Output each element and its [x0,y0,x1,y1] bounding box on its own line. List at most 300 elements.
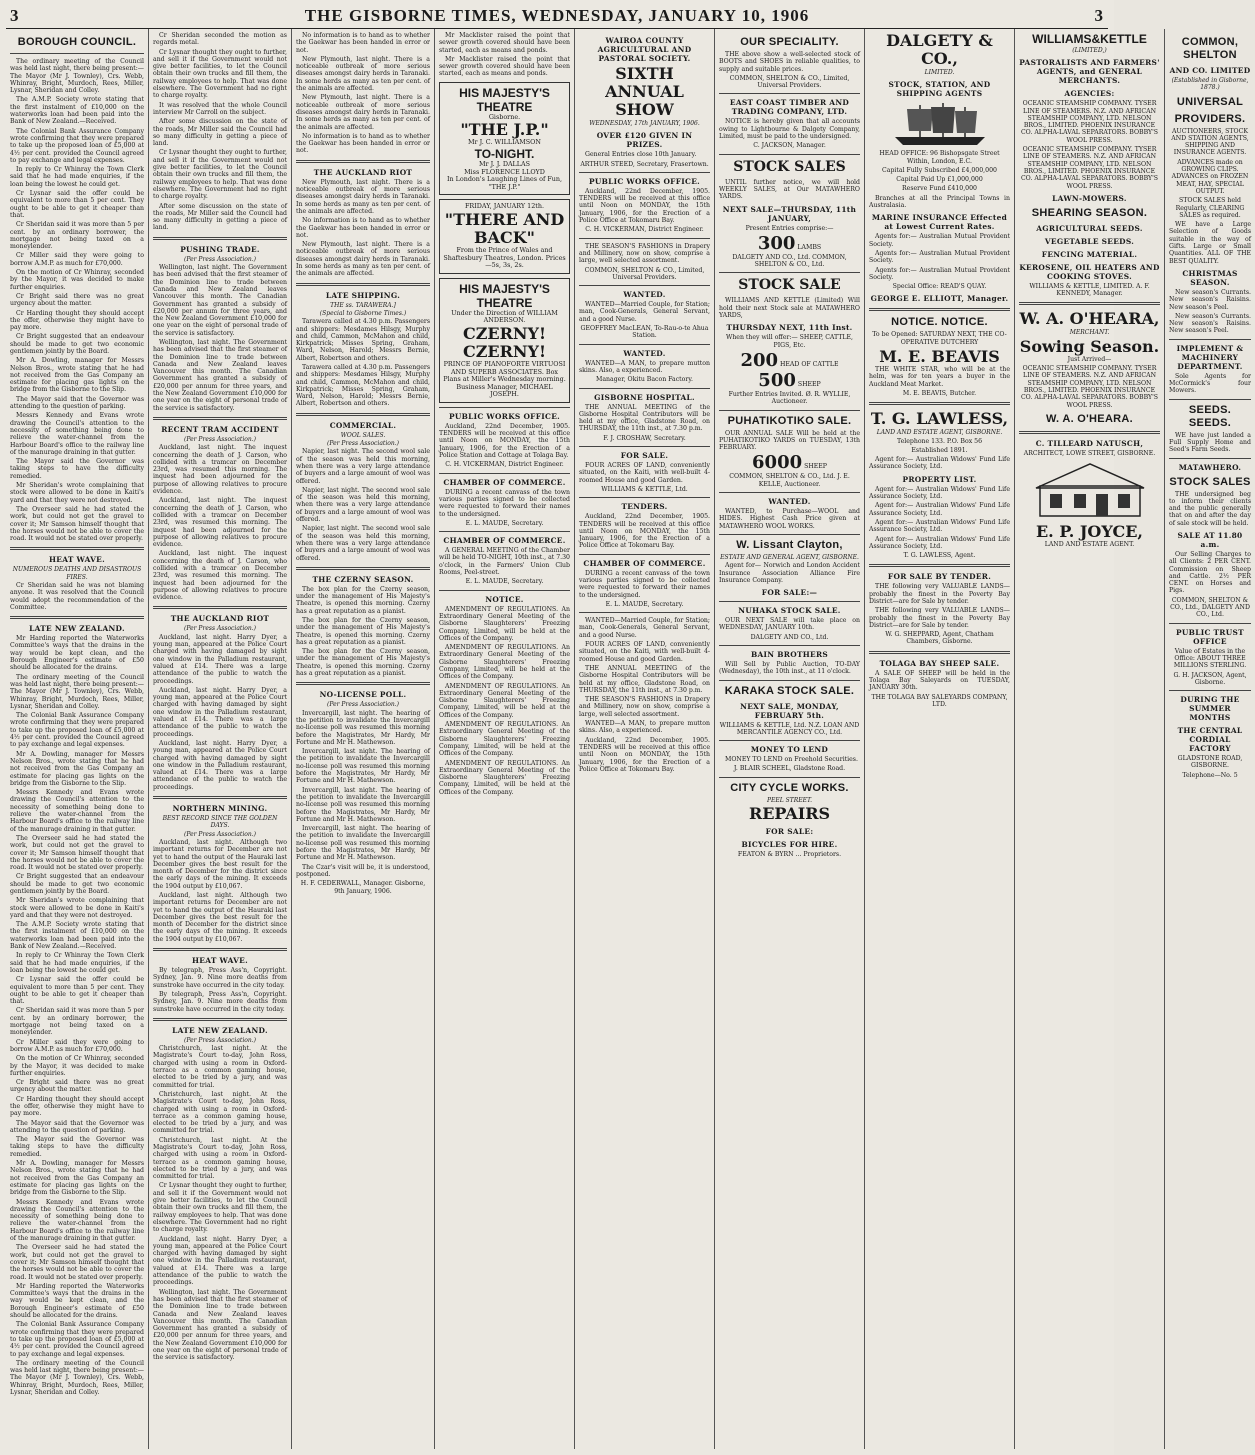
notice-body: UNTIL further notice, we will hold WEEKLY SALES, at Our MATAWHERO YARDS. [719,178,860,201]
cattle-label: HEAD OF CATTLE [780,360,839,368]
cattle-count: 200 [740,349,779,371]
cordial-address: GLADSTONE ROAD, GISBORNE. [1177,755,1243,770]
article-paragraph: Cr Lysnar said the offer could be equivalent to more than 5 per cent. They ought to be able to get it cheaper than that. [10,190,144,219]
williams-line: PASTORALISTS AND FARMERS' AGENTS, and GENERAL MERCHANTS. [1019,58,1160,86]
matawhero-heading: MATAWHERO. [1178,462,1242,472]
puha-heading: PUHATIKOTIKO SALE. [727,414,852,427]
notice-signature: E. L. MAUDE, Secretary. [465,519,544,527]
nuhaka-heading: NUHAKA STOCK SALE. [738,606,841,616]
agencies-list: OCEANIC STEAMSHIP COMPANY. TYSER LINE OF STEAMERS. N.Z. AND AFRICAN STEAMSHIP COMPANY, LTD. NELSON BROS., LIMITED. PHOENIX INSURANCE CO. ALPHA-LAVAL SEPARATORS. BOBBY'S WOOL PRESS. [1020,146,1159,190]
williams-sub: (LIMITED,) [1072,47,1107,54]
article-paragraph: No information is to hand as to whether the Gaekwar has been handed in error or not. [296,32,430,54]
notice-body: OUR ANNUAL SALE Will be held at the PUHATIKOTIKO YARDS on TUESDAY, 13th FEBRUARY. [719,429,860,452]
theatre-ad-manager: Mr J. C. WILLIAMSON [468,138,541,147]
article-paragraph: Christchurch, last night. At the Magistrate's Court to-day, John Ross, charged with using a room in Oxford-terrace as a common gaming house, elected to be tried by a jury, and was committed for trial. [153,1090,287,1135]
theatre-ad-date: TO-NIGHT. [474,146,535,161]
column-6 [715,29,865,1449]
chamber-heading-2: CHAMBER OF COMMERCE. [443,536,566,546]
commercial-heading: COMMERCIAL. [329,420,397,430]
lambs-count: 300 [757,232,796,254]
article-paragraph: Cr Lysnar thought they ought to further, and sell it if the Government would not give better facilities, to let the Council obtain their own trucks and fill them, the railway employees to help. That was done elsewhere. The Government had no right to charge royalty. [153,48,287,100]
theatre-ad-show: "THERE AND BACK" [444,209,565,247]
column-5 [575,29,715,1449]
common-shelton-heading: COMMON, SHELTON [1181,36,1239,61]
notice-body: DURING a recent canvass of the town various parties signed to be collected were requested to forward their names to the undersigned. [579,569,710,599]
agencies-heading: AGENCIES: [1064,89,1115,99]
article-paragraph: Invercargill, last night. The hearing of the petition to invalidate the Invercargill no-license poll was resumed this morning before the Magistrates, Mr Hardy, Mr Fortune and Mr H. Mathewson. [296,786,430,823]
notice-signature: WILLIAMS & KETTLE, LIMITED. A. F. KENNEDY, Manager. [1029,282,1150,298]
gift-note: WE have a Large Selection of Goods suitable in the way of Gifts. Large or Small Quantities. ALL OF THE BEST QUALITY. [1169,221,1251,265]
article-paragraph: The Mayor said the Governor was taking steps to have the difficulty remedied. [10,1136,144,1158]
article-paragraph: Christchurch, last night. At the Magistrate's Court to-day, John Ross, charged with using a room in Oxford-terrace as a common gaming house, elected to be tried by a jury, and was committed for trial. [153,1136,287,1181]
notice-body: THE following very VALUABLE LANDS—probably the finest in the Poverty Bay District—are for Sale by tender. [869,607,1010,629]
tram-accident-heading: RECENT TRAM ACCIDENT [161,424,279,434]
stock-sale-heading: STOCK SALE [738,277,841,294]
christmas-list: New season's Currants. New season's Raisins. New season's Peel. [1169,312,1251,335]
public-works-heading: PUBLIC WORKS OFFICE. [588,176,701,186]
wool-sales-caption: WOOL SALES. [340,431,386,439]
summer-heading: DURING THE SUMMER MONTHS [1180,695,1240,723]
kerosene-heading: KEROSENE, OIL HEATERS AND COOKING STOVES. [1019,262,1160,281]
chamber-heading: CHAMBER OF COMMERCE. [443,477,566,487]
article-paragraph: New Plymouth, last night. There is a noticeable outbreak of more serious diseases amongst dairy herds in Taranaki. In some herds as many as ten per cent. of the animals are affected. [296,94,430,131]
article-paragraph: The Mayor said the Governor was taking steps to have the difficulty remedied. [10,458,144,480]
press-association-credit: (Per Press Association.) [327,440,399,448]
theatre-ad-cast: Miss FLORENCE LLOYD [464,167,545,176]
masthead-title: THE GISBORNE TIMES, WEDNESDAY, JANUARY 10, 1906 [304,6,810,25]
dalgety-capital: Capital Fully Subscribed £4,000,000 [882,166,997,174]
heat-wave-heading: HEAT WAVE. [49,555,105,565]
columns [6,29,1251,1449]
article-paragraph: Cr Bright said there was no great urgency about the matter. [10,292,144,308]
public-trust-heading: PUBLIC TRUST OFFICE [1176,627,1244,646]
article-paragraph: In reply to Cr Whinray the Town Clerk said that he had made enquiries, if the loan being the lowest he could get. [10,166,144,188]
article-paragraph: Napier, last night. The second wool sale of the season was held this morning, when there was a very large attendance of buyers and a large amount of wool was offered. [296,486,430,524]
notice-signature: COMMON, SHELTON & CO., Limited, Universal Providers. [729,74,850,90]
article-paragraph: Wellington, last night. The Government has been advised that the first steamer of the Dominion line to trade between Canada and New Zealand leaves Vancouver this month. The Canadian Government has granted a subsidy of £20,000 per annum for three years, and the New Zealand Government £10,000 for one year on the eight of personal trade of the service is satisfactory. [153,338,287,412]
article-paragraph: On the motion of Cr Whinray, seconded by the Mayor, it was decided to make further enquiries. [10,1055,144,1077]
next-sale-date: NEXT SALE—THURSDAY, 11th JANUARY, [722,204,857,223]
article-paragraph: Mr Harding reported the Waterworks Committee's ways that the drains in the way would be kept clean, and the Borough Engineer's estimate of £50 should be allocated for the drains. [10,1282,144,1320]
notice-signature: ARTHUR STEED, Secretary, Frasertown. [580,160,709,168]
notice-body: WANTED—A MAN, to prepare mutton skins. Also, a experienced. [579,720,710,735]
page-number-right: 3 [1094,6,1104,25]
christmas-heading: CHRISTMAS SEASON. [1182,268,1238,287]
late-nz-heading-2: LATE NEW ZEALAND. [172,1025,268,1035]
dalgety-insurance: MARINE INSURANCE Effected at Lowest Current Rates. [871,213,1008,232]
notice-signature: THE TOLAGA BAY SALEYARDS COMPANY, LTD. [871,693,1008,708]
article-paragraph: Cr Sheridan said it was more than 5 per cent. by an ordinary borrower, the mortgage not being taxed on a moneylender. [10,221,144,251]
press-association-credit: (Per Press Association.) [184,625,256,633]
notice-signature: M. E. BEAVIS, Butcher. [902,389,977,397]
joyce-heading: E. P. JOYCE, [1035,522,1143,542]
lawless-est: Established 1891. [911,446,968,454]
notice-body: Agent for:— Australian Widows' Fund Life Assurance Society, Ltd. [869,518,1010,534]
notice-signature: C. JACKSON, Manager. [753,142,826,150]
beavis-name: M. E. BEAVIS [879,347,1000,367]
mowers-heading: LAWN-MOWERS. [1052,193,1127,203]
agencies-list: OCEANIC STEAMSHIP COMPANY. TYSER LINE OF STEAMERS. N.Z. AND AFRICAN STEAMSHIP COMPANY, LTD. NELSON BROS., LIMITED. PHOENIX INSURANCE CO. ALPHA-LAVAL SEPARATORS. BOBBY'S WOOL PRESS. [1020,100,1159,144]
article-paragraph: Cr Bright suggested that an endeavour should be made to get two economic gentlemen jointly by the Board. [10,333,144,355]
column-9 [1165,29,1255,1449]
article-paragraph: Cr Lysnar said the offer could be equivalent to more than 5 per cent. They ought to be able to get it cheaper than that. [10,976,144,1006]
article-paragraph: The ordinary meeting of the Council was held last night, there being present:— The Mayor (Mr J. Townley), Crs. Webb, Whinray, Bright, Murdoch, Rees, Miller, Lysnar, Sheridan and Colley. [10,673,144,710]
article-paragraph: The Overseer said he had stated the work, but could not get the gravel to cover it; Mr Samson himself thought that the horses would not be able to cover the road. It would not be stated over properly. [10,834,144,872]
notice-body: Agents for:— Australian Mutual Provident Society. [869,233,1010,248]
seeds-body: WE have just landed a Full Supply Home and Seed's Farm Seeds. [1169,431,1251,454]
article-paragraph: Auckland, last night. The inquest concerning the death of J. Carson, who collided with a tramcar on December 23rd, was resumed this morning. The inquest had been adjourned for the purpose of allowing relatives to procure evidence. [153,497,287,549]
article-paragraph: Cr Sheridan seconded the motion as regards metal. [153,32,287,47]
bain-heading: BAIN BROTHERS [750,649,829,659]
notice-body: AMENDMENT OF REGULATIONS. An Extraordinary General Meeting of the Gisborne Slaughterers' Freezing Company, Limited, will be held at the Offices of the Company. [439,605,570,642]
article-paragraph: The Overseer said he had stated the work, but could not get the gravel to cover it; Mr Samson himself thought that the horses would not be able to cover the road. It would not be stated over properly. [10,1244,144,1281]
natusch-heading: C. TILLEARD NATUSCH, [1035,438,1144,448]
clayton-heading: W. Lissant Clayton, [736,538,843,551]
notice-signature: C. H. VICKERMAN, District Engineer. [445,461,564,469]
article-paragraph: Christchurch, last night. At the Magistrate's Court to-day, John Ross, charged with using a room in Oxford-terrace as a common gaming house, elected to be tried by a jury, and was committed for trial. [153,1045,287,1089]
article-paragraph: After some discussion on the state of the roads, Mr Miller said the Council had so many difficulty in getting a piece of land. [153,202,287,232]
repairs-heading: REPAIRS [748,804,831,824]
article-paragraph: Napier, last night. The second wool sale of the season was held this morning, when there was a very large attendance of buyers and a large amount of wool was offered. [296,525,430,562]
article-paragraph: After some discussion on the state of the roads, Mr Miller said the Council had so many difficulty in getting a piece of land. [153,118,287,148]
puha-sheep-label: SHEEP [804,463,827,471]
article-paragraph: Cr Bright suggested that an endeavour should be made to get two economic gentlemen jointly by the Board. [10,873,144,895]
special-credit: (Special to Gisborne Times.) [319,309,407,317]
notice-body: Auckland, 22nd December, 1905. TENDERS will be received at this office until Noon on MONDAY, the 15th January, 1906, for the Erection of a Police Office at Tokomaru Bay. [579,736,710,773]
cycle-hire: BICYCLES FOR HIRE. [741,840,838,850]
notice-body: THE ANNUAL MEETING of the Gisborne Hospital Contributors will be held at my office, Gladstone Road, on THURSDAY, the 11th inst., at 7.30 p.m. [579,403,710,433]
notice-signature: FEATON & BYRN ... Proprietors. [737,851,842,859]
show-date: WEDNESDAY, 17th JANUARY, 1906. [589,120,700,127]
article-paragraph: Cr Lysnar thought they ought to further, and sell it if the Government would not give better facilities, to let the Council obtain their own trucks and fill them, the railway employees to help. That was done elsewhere. The Government had no right to charge royalty. [153,1182,287,1234]
stock-sales-note: STOCK SALES held Regularly, CLEARING SALES as required. [1175,197,1245,219]
article-paragraph: Wellington, last night. The Government has been advised that the first steamer of the Dominion line to trade between Canada and New Zealand leaves Vancouver this month. The Canadian Government has granted a subsidy of £20,000 per annum for three years, and the New Zealand Government £10,000 for one year on the eight of personal trade of the service is satisfactory. [153,1288,287,1362]
dalgety-heading: DALGETY & CO., [886,31,993,68]
veg-seeds-heading: VEGETABLE SEEDS. [1044,236,1135,246]
article-paragraph: Cr Harding thought they should accept the offer, otherwise they might have to pay more. [10,1095,144,1118]
no-license-heading: NO-LICENSE POLL. [319,690,407,700]
article-paragraph: Mr A. Dowling, manager for Messrs Nelson Bros., wrote stating that he had not received from the Gas Company an estimate for placing gas lights on the bridge from the Gisborne to the Slip. [10,357,144,394]
article-paragraph: On the motion of Cr Whinray, seconded by the Mayor, it was decided to make further enquiries. [10,269,144,291]
article-paragraph: By telegraph, Press Ass'n, Copyright. Sydney, Jan. 9. Nine more deaths from sunstroke have occurred in the city today. [153,990,287,1013]
money-heading: MONEY TO LEND [750,745,829,755]
article-paragraph: Auckland, last night. Harry Dyer, a young man, appeared at the Police Court charged with having damaged by sight one window in the Palladium restaurant, valued at £14. There was a large attendance of the public to watch the proceedings. [153,633,287,685]
clayton-sub: ESTATE AND GENERAL AGENT, GISBORNE. [720,553,859,561]
wanted-heading: WANTED. [768,497,811,507]
property-list-heading: PROPERTY LIST. [902,474,977,484]
column-7 [865,29,1015,1449]
show-title: SIXTH ANNUAL SHOW [605,64,684,119]
article-paragraph: The Colonial Bank Assurance Company wrote confirming that they were prepared to take up the proposed loan of £5,000 at 4½ per cent. provided the Council agreed to pay exchange and legal expenses. [10,127,144,164]
pushing-trade-heading: PUSHING TRADE. [180,244,260,254]
mining-caption: BEST RECORD SINCE THE GOLDEN DAYS. [162,815,278,830]
notice-body: THE ANNUAL MEETING of the Gisborne Hospital Contributors will be held at my office, Gladstone Road, on THURSDAY, the 11th inst., at 7.30 p.m. [579,664,710,694]
ohara-heading: W. A. O'HEARA, [1019,309,1160,329]
article-paragraph: Messrs Kennedy and Evans wrote drawing the Council's attention to the necessity of something being done to relieve the water-channel from the Harbour Board's office to the railway line of the manurage draining in that gutter. [10,789,144,833]
article-paragraph: Auckland, last night. Although two important returns for December are not yet to hand the output of the Hauraki last December gives the best result for the month of December for the district since the early days of the mining. It exceeds the 1904 output by £10,067. [153,891,287,943]
dalgety-office: HEAD OFFICE: 96 Bishopsgate Street Within, London, E.C. [879,150,1000,165]
cycle-sale: FOR SALE: [765,827,814,837]
notice-body: WANTED, to Purchase—WOOL and HIDES. Highest Cash Price given at MATAWHERO WOOL WORKS. [719,508,860,530]
notice-body: Agents for:— Australian Mutual Provident Society. [869,266,1010,281]
wanted-heading: WANTED. [623,348,666,358]
article-paragraph: The Mayor said that the Governor was attending to the question of parking. [10,395,144,411]
stock-sale-sub: When they will offer:— SHEEP, CATTLE, PIGS, Etc. [725,334,854,349]
notice-signature: DALGETY AND CO., Ltd. [750,633,829,641]
notice-body: DURING a recent canvass of the town various parties signed to be collected were requested to forward their names to the undersigned. [439,488,570,518]
clayton-sale: FOR SALE:— [761,588,818,598]
karaka-heading: KARAKA STOCK SALE. [724,684,855,697]
article-paragraph: Auckland, last night. Harry Dyer, a young man, appeared at the Police Court charged with having damaged by sight one window in the Palladium restaurant, valued at £14. There was a large attendance of the public to watch the proceedings. [153,686,287,738]
implement-heading: IMPLEMENT & MACHINERY DEPARTMENT. [1176,343,1244,371]
article-paragraph: Mr Macklister raised the point that sewer growth covered should have been started, each as means and ponds. [439,55,570,78]
common-shelton-est: (Established in Gisborne, 1878.) [1171,77,1249,92]
column-8 [1015,29,1165,1449]
for-sale-heading: FOR SALE. [620,451,669,461]
cycle-heading: CITY CYCLE WORKS. [730,781,849,794]
seeds-heading: SEEDS. SEEDS. [1188,403,1232,429]
stock-sale-date: THURSDAY NEXT, 11th Inst. [726,323,853,333]
common-line: AUCTIONEERS, STOCK AND STATION AGENTS, SHIPPING AND INSURANCE AGENTS. [1171,127,1249,157]
notice-body: A GENERAL MEETING of the Chamber will be held TO-NIGHT, 10th inst., at 7.30 o'clock, in the Farmers' Union Club Rooms, Peel-street. [439,547,570,577]
cordial-telephone: Telephone—No. 5 [1182,771,1238,779]
notice-signature: W. G. SHEPPARD, Agent, Chatham Chambers, Gisborne. [885,631,994,646]
theatre-ad-jp [439,82,570,196]
wairoa-society-heading: WAIROA COUNTY AGRICULTURAL AND PASTORAL SOCIETY. [597,36,692,63]
article-paragraph: The Colonial Bank Assurance Company wrote confirming that they were prepared to take up the proposed loan of £5,000 at 4½ per cent. provided the Council agreed to pay exchange and legal expenses. [10,712,144,749]
notice-body: THE above show a well-selected stock of BOOTS and SHOES in reliable qualities, to supply and suitable prices. [719,51,860,73]
trust-body: Value of Estates in the Office: ABOUT THREE MILLIONS STERLING. [1173,647,1247,670]
common-shelton-sub: AND CO. LIMITED [1169,66,1251,75]
notice-body: THE WHITE STAR, who will be at the helm, was for ten years a buyer in the Auckland Meat Market. [869,366,1010,388]
theatre-ad-cast: Mr J. J. DALLAS [478,159,531,168]
press-association-credit: (Per Press Association.) [184,830,256,838]
stock-body: THE undersigned beg to inform their clients and the public generally that on and after the day of sale stock will be held. [1169,490,1251,527]
article-paragraph: The A.M.P. Society wrote stating that the first instalment of £10,000 on the waterworks loan had been paid into the Bank of New Zealand.—Received. [10,96,144,126]
providers-heading: PROVIDERS. [1174,112,1246,125]
notice-heading: NOTICE. NOTICE. [891,316,988,329]
notice-body: FOUR ACRES OF LAND, conveniently situated, on the Kaiti, with well-built 4-roomed House and good Garden. [579,462,710,484]
notice-body: AMENDMENT OF REGULATIONS. An Extraordinary General Meeting of the Gisborne Slaughterers' Freezing Company, Limited, will be held at the Offices of the Company. [439,759,570,796]
auckland-riot-heading-2: THE AUCKLAND RIOT [313,167,413,177]
notice-signature: COMMON, SHELTON & CO., Ltd. J. E. KELLE, Auctioneer. [729,473,850,488]
article-paragraph: The ordinary meeting of the Council was held last night, there being present:— The Mayor (Mr J. Townley), Crs. Webb, Whinray, Bright, Murdoch, Rees, Miller, Lysnar, Sheridan and Colley. [10,58,144,95]
article-paragraph: The A.M.P. Society wrote stating that the first instalment of £10,000 on the waterworks loan had been paid into the Bank of New Zealand.—Received. [10,921,144,951]
theatre-ad-sig: Business Manager, MICHAEL JOSEPH. [456,382,553,399]
dalgety-special-office: Special Office: READ'S QUAY. [892,283,987,291]
cycle-address: PEEL STREET. [766,796,813,804]
heat-wave-caption: NUMEROUS DEATHS AND DISASTROUS FIRES. [12,566,142,581]
article-paragraph: New Plymouth, last night. There is a noticeable outbreak of more serious diseases amongst dairy herds in Taranaki. In some herds as many as ten per cent. of the animals are affected. [296,178,430,215]
speciality-heading: OUR SPECIALITY. [740,36,839,48]
hospital-heading: GISBORNE HOSPITAL. [594,392,695,402]
page-number-left: 3 [10,6,20,25]
notice-signature: E. L. MAUDE, Secretary. [465,578,544,586]
notice-body: THE following very VALUABLE LANDS—probably the finest in the Poverty Bay District—are for Sale by tender. [869,583,1010,605]
article-paragraph: Invercargill, last night. The hearing of the petition to invalidate the Invercargill no-license poll was resumed this morning before the Magistrates, Mr Hardy, Mr Fortune and Mr H. Mathewson. [296,748,430,785]
notice-heading: NOTICE. [485,594,524,604]
implement-body: Sole Agents for McCormick's four Mowers. [1169,372,1251,395]
joyce-sub: LAND AND ESTATE AGENT. [1044,541,1135,549]
advances: ADVANCES made on GROWING CLIPS. ADVANCES on FROZEN MEAT, HAY, SPECIAL OUTPUT. [1171,158,1249,195]
article-paragraph: New Plymouth, last night. There is a noticeable outbreak of more serious diseases amongst dairy herds in Taranaki. In some herds as many as ten per cent. of the animals are affected. [296,55,430,93]
northern-mining-heading: NORTHERN MINING. [172,804,268,814]
late-nz-heading: LATE NEW ZEALAND. [29,624,125,634]
dalgety-manager: GEORGE E. ELLIOTT, Manager. [870,294,1009,304]
article-paragraph: The box plan for the Czerny season, under the management of His Majesty's Theatre, is opened this morning. Czerny has a great reputation as a pianist. [296,585,430,615]
notice-body: WANTED—Married Couple, for Station; man, Cook-Generals, General Servant, and a good Nurse. [579,301,710,323]
article-paragraph: Cr Sheridan said he was not blaming anyone. It was resolved that the Council would adopt the recommendation of the Committee. [10,582,144,611]
tolaga-heading: TOLAGA BAY SHEEP SALE. [879,658,1000,668]
notice-signature: J. BLAIR SCHEEL, Gladstone Road. [733,765,846,773]
shearing-heading: SHEARING SEASON. [1031,206,1148,219]
article-paragraph: The ordinary meeting of the Council was held last night, there being present:— The Mayor (Mr J. Townley), Crs. Webb, Whinray, Bright, Murdoch, Rees, Miller, Lysnar, Sheridan and Colley. [10,1359,144,1396]
article-paragraph: It was resolved that the whole Council interview Mr Carroll on the subject. [153,101,287,116]
theatre-ad-cast: In London's Laughing Lines of Fun, "THE J.P." [446,175,563,191]
article-paragraph: Cr Miller said they were going to borrow A.M.P. as much for £70,000. [10,1038,144,1053]
notice-signature: DALGETY AND CO., Ltd. COMMON, SHELTON & CO., Ltd. [732,253,847,269]
notice-signature: WILLIAMS & KETTLE, Ltd. [601,485,688,493]
article-paragraph: Tarawera called at 4.30 p.m. Passengers and shippers: Mesdames Hilsgy, Murphy and child, Cammon, McMahon and child, Kirkpatrick; Misses Spring, Graham, Ward, Nelson, Harold; Messrs Bernie, Albert, Robertson and others. [296,363,430,408]
notice-body: AMENDMENT OF REGULATIONS. An Extraordinary General Meeting of the Gisborne Slaughterers' Freezing Company, Limited, will be held at the Offices of the Company. [439,682,570,719]
notice-body: Will Sell by Public Auction, TO-DAY (Wednesday), the 10th inst., at 11 o'clock. [719,660,860,676]
tenders-heading: TENDERS. [621,502,668,512]
notice-body: AMENDMENT OF REGULATIONS. An Extraordinary General Meeting of the Gisborne Slaughterers' Freezing Company, Limited, will be held at the Offices of the Company. [439,721,570,758]
theatre-ad-there-and-back [439,199,570,273]
notice-signature: C. H. VICKERMAN, District Engineer. [585,226,704,234]
article-paragraph: Invercargill, last night. The hearing of the petition to invalidate the Invercargill no-license poll was resumed this morning before the Magistrates, Mr Hardy, Mr Fortune and Mr H. Mathewson. [296,709,430,746]
heat-wave-heading-2: HEAT WAVE. [192,956,248,966]
article-paragraph: The Colonial Bank Assurance Company wrote confirming that they were prepared to take up the proposed loan of £5,000 at 4½ per cent. provided the Council agreed to pay exchange and legal expenses. [10,1321,144,1358]
article-paragraph: The box plan for the Czerny season, under the management of His Majesty's Theatre, is opened this morning. Czerny has a great reputation as a pianist. [296,648,430,678]
show-prizes: OVER £120 GIVEN IN PRIZES. [596,131,693,150]
notice-body: General Entries close 10th January. [585,151,697,159]
notice-body: AMENDMENT OF REGULATIONS. An Extraordinary General Meeting of the Gisborne Slaughterers' Freezing Company, Limited, will be held at the Offices of the Company. [439,644,570,681]
fencing-heading: FENCING MATERIAL. [1041,249,1138,259]
auckland-riot-heading: THE AUCKLAND RIOT [170,614,270,624]
notice-body: FOUR ACRES OF LAND, conveniently situated, on the Kaiti, with well-built 4-roomed House and good Garden. [579,641,710,663]
article-paragraph: Napier, last night. The second wool sale of the season was held this morning, when there was a very large attendance of buyers and a large amount of wool was offered. [296,448,430,485]
timber-company-heading: EAST COAST TIMBER AND TRADING COMPANY, LTD. [729,98,850,117]
ohara-signature: W. A. O'HEARA. [1045,412,1134,425]
article-paragraph: Mr A. Dowling, manager for Messrs Nelson Bros., wrote stating that he had not received from the Gas Company an estimate for placing gas lights on the bridge from the Gisborne to the Slip. [10,750,144,787]
notice-body: Agents for:— Australian Mutual Provident Society. [869,249,1010,265]
notice-body: THE SEASON'S FASHIONS in Drapery and Millinery, now on show, comprise a large, well selected assortment. [579,696,710,718]
article-paragraph: In reply to Cr Whinray the Town Clerk said that he had made enquiries, if the loan being the lowest he could get. [10,952,144,974]
theatre-ad-date: FRIDAY, JANUARY 12th. [465,202,544,211]
article-paragraph: Cr Sheridan said it was more than 5 per cent. by an ordinary borrower, the mortgage not being taxed on a moneylender. [10,1007,144,1037]
press-association-credit: (Per Press Association.) [184,1036,256,1044]
article-paragraph: Cr Miller said they were going to borrow A.M.P. as much for £70,000. [10,252,144,267]
notice-signature: GEOFFREY MacLEAN, To-Rau-o-te Ahua Station. [580,325,709,340]
article-paragraph: Mr Harding reported the Waterworks Committee's ways that the drains in the way would be kept clean, and the Borough Engineer's estimate of £50 should be allocated for the drains. [10,635,144,672]
sheep-count: 500 [758,369,796,391]
notice-signature: E. L. MAUDE, Secretary. [605,600,684,608]
public-works-heading: PUBLIC WORKS OFFICE. [448,411,561,421]
theatre-ad-czerny [439,278,570,403]
article-paragraph: Mr Macklister raised the point that sewer growth covered should have been started, each as means and ponds. [439,32,570,54]
notice-body: Agent for:— Australian Widows' Fund Life Assurance Society, Ltd. [869,485,1010,501]
dalgety-reserve: Reserve Fund £410,000 [902,185,977,193]
sowing-sub: Just Arrived— [1067,355,1112,363]
article-paragraph: Mr Sheridan's wrote complaining that stock were allowed to be done in Kaiti's yard and that they were not destroyed. [10,482,144,504]
press-association-credit: (Per Press Association.) [184,435,256,443]
theatre-ad-title: HIS MAJESTY'S THEATRE [459,85,550,114]
notice-body: OUR NEXT SALE will take place on WEDNESDAY, JANUARY 10th. [719,617,860,632]
notice-body: WILLIAMS AND KETTLE (Limited) Will hold their next Stock sale at MATAWHERO YARDS, [719,297,860,320]
sailing-ship-icon [885,101,995,147]
agri-seeds-heading: AGRICULTURAL SEEDS. [1036,223,1143,233]
article-paragraph: The Overseer said he had stated the work, but could not get the gravel to cover it; Mr Samson himself thought that the horses would not be able to cover the road. It would not be stated over properly. [10,505,144,543]
article-paragraph: New Plymouth, last night. There is a noticeable outbreak of more serious diseases amongst dairy herds in Taranaki. In some herds as many as ten per cent. of the animals are affected. [296,241,430,278]
christmas-list: New season's Currants. New season's Raisins. New season's Peel. [1169,288,1251,311]
borough-council-heading: BOROUGH COUNCIL. [17,36,137,48]
article-signature: H. F. CEDERWALL, Manager. Gisborne, 9th January, 1906. [300,880,426,895]
theatre-ad-sub: Gisborne. [488,112,521,121]
notice-body: Agent for:— Australian Widows' Fund Life Assurance Society, Ltd. [869,502,1010,517]
article-paragraph: Tarawera called at 4.30 p.m. Passengers and shippers: Mesdames Hilsgy, Murphy and child, Cammon, McMahon and child, Kirkpatrick; Misses Spring, Graham, Ward, Nelson, Harold; Messrs Bernie, Albert, Robertson and others. [296,318,430,362]
notice-body: Auckland, 22nd December, 1905. TENDERS will be received at this office until Noon on MONDAY, the 15th January, 1906, for the Erection of a Police Office at Tokomaru Bay. [579,187,710,225]
article-paragraph: Messrs Kennedy and Evans wrote drawing the Council's attention to the necessity of something being done to relieve the water-channel from the Harbour Board's office to the railway line of the manurage draining in that gutter. [10,1198,144,1243]
sale-time: SALE AT 11.80 a.m. [1177,530,1243,549]
column-4 [435,29,575,1449]
article-paragraph: Cr Lysnar thought they ought to further, and sell it if the Government would not give better facilities, to let the Council obtain their own trucks and fill them, the railway employees to help. That was done elsewhere. The Government had no right to charge royalty. [153,149,287,201]
article-paragraph: Wellington, last night. The Government has been advised that the first steamer of the Dominion line to trade between Canada and New Zealand leaves Vancouver this month. The Canadian Government has granted a subsidy of £20,000 per annum for three years, and the New Zealand Government £10,000 for one year on the eight of personal trade of the service is satisfactory. [153,264,287,337]
article-paragraph: Auckland, last night. Harry Dyer, a young man, appeared at the Police Court charged with having damaged by sight one window in the Palladium restaurant, valued at £14. There was a large attendance of the public to watch the proceedings. [153,1235,287,1287]
article-paragraph: The box plan for the Czerny season, under the management of His Majesty's Theatre, is opened this morning. Czerny has a great reputation as a pianist. [296,617,430,646]
column-1 [6,29,149,1449]
article-paragraph: Auckland, last night. The inquest concerning the death of J. Carson, who collided with a tramcar on December 23rd, was resumed this morning. The inquest had been adjourned for the purpose of allowing relatives to procure evidence. [153,444,287,496]
notice-body: Agent for:— Australian Widows' Fund Life Assurance Society, Ltd. [869,535,1010,550]
dalgety-sub: LIMITED. [924,69,955,76]
notice-body: Auckland, 22nd December, 1905. TENDERS will be received at this office until Noon on MONDAY, the 15th January, 1906, for the Erection of a Police Station and Cottage at Tolaga Bay. [439,422,570,460]
charges: Our Selling Charges to all Clients: 2 PER CENT. Commission on Sheep and Cattle. 2½ PER CENT. on Horses and Pigs. [1169,550,1251,595]
tarawera-caption: THE ss. TARAWERA.] [330,301,396,309]
article-paragraph: Mr Sheridan's wrote complaining that stock were allowed to be done in Kaiti's yard and that they were not destroyed. [10,897,144,919]
press-association-credit: (Per Press Association.) [184,255,256,263]
article-paragraph: Invercargill, last night. The hearing of the petition to invalidate the Invercargill no-license poll was resumed this morning before the Magistrates, Mr Hardy, Mr Fortune and Mr H. Mathewson. [296,825,430,862]
dalgety-line: STOCK, STATION, AND SHIPPING AGENTS [888,80,991,99]
theatre-ad-title: HIS MAJESTY'S THEATRE [459,281,550,310]
notice-body: Agent for:— Australian Widows' Fund Life Assurance Society, Ltd. [869,456,1010,471]
sowing-heading: Sowing Season. [1019,336,1160,356]
theatre-ad-note: PRINCE OF PIANOFORTE VIRTUOSI AND SUPERB ASSOCIATES. Box Plans at Miller's Wednesday morning. [443,359,566,384]
article-paragraph: The Czar's visit will be, it is understood, postponed. [296,863,430,878]
entries-label: Present Entries comprise:— [745,224,834,232]
notice-signature: COMMON, SHELTON & CO., Limited, Universal Providers. [584,266,705,281]
ohara-sub: MERCHANT. [1069,329,1110,337]
natusch-sub: ARCHITECT, LOWE STREET, GISBORNE. [1023,449,1156,457]
masthead [6,4,1108,29]
notice-body: Branches at all the Principal Towns in Australasia. [869,194,1010,210]
building-icon [1030,460,1150,520]
notice-body: WANTED—Married Couple, for Station; man, Cook-Generals, General Servant, and a good Nurse. [579,617,710,639]
article-paragraph: The Mayor said that the Governor was attending to the question of parking. [10,1119,144,1134]
theatre-ad-show: "THE J.P." [460,120,549,140]
article-paragraph: No information is to hand as to whether the Gaekwar has been handed in error or not. [296,132,430,155]
article-paragraph: Cr Harding thought they should accept the offer, otherwise they might have to pay more. [10,309,144,332]
puha-sheep-count: 6000 [752,452,803,474]
universal-heading: UNIVERSAL [1176,95,1244,108]
tender-heading: FOR SALE BY TENDER. [887,572,992,582]
column-3 [292,29,435,1449]
notice-body: To be Opened: SATURDAY NEXT, THE CO-OPERATIVE DUTCHERY [872,331,1007,346]
notice-body: THE SEASON'S FASHIONS in Drapery and Millinery, now on show, comprise a large, well selected assortment. [579,242,710,265]
notice-body: Agent for— Norwich and London Accident Insurance Association Alliance Fire Insurance Company. [719,562,860,584]
column-2 [149,29,292,1449]
notice-body: MONEY TO LEND on Freehold Securities. [725,756,858,764]
notice-signature: Further Entries Invited. Ø. R. WYLLIE, Auctioneer. [728,390,851,406]
